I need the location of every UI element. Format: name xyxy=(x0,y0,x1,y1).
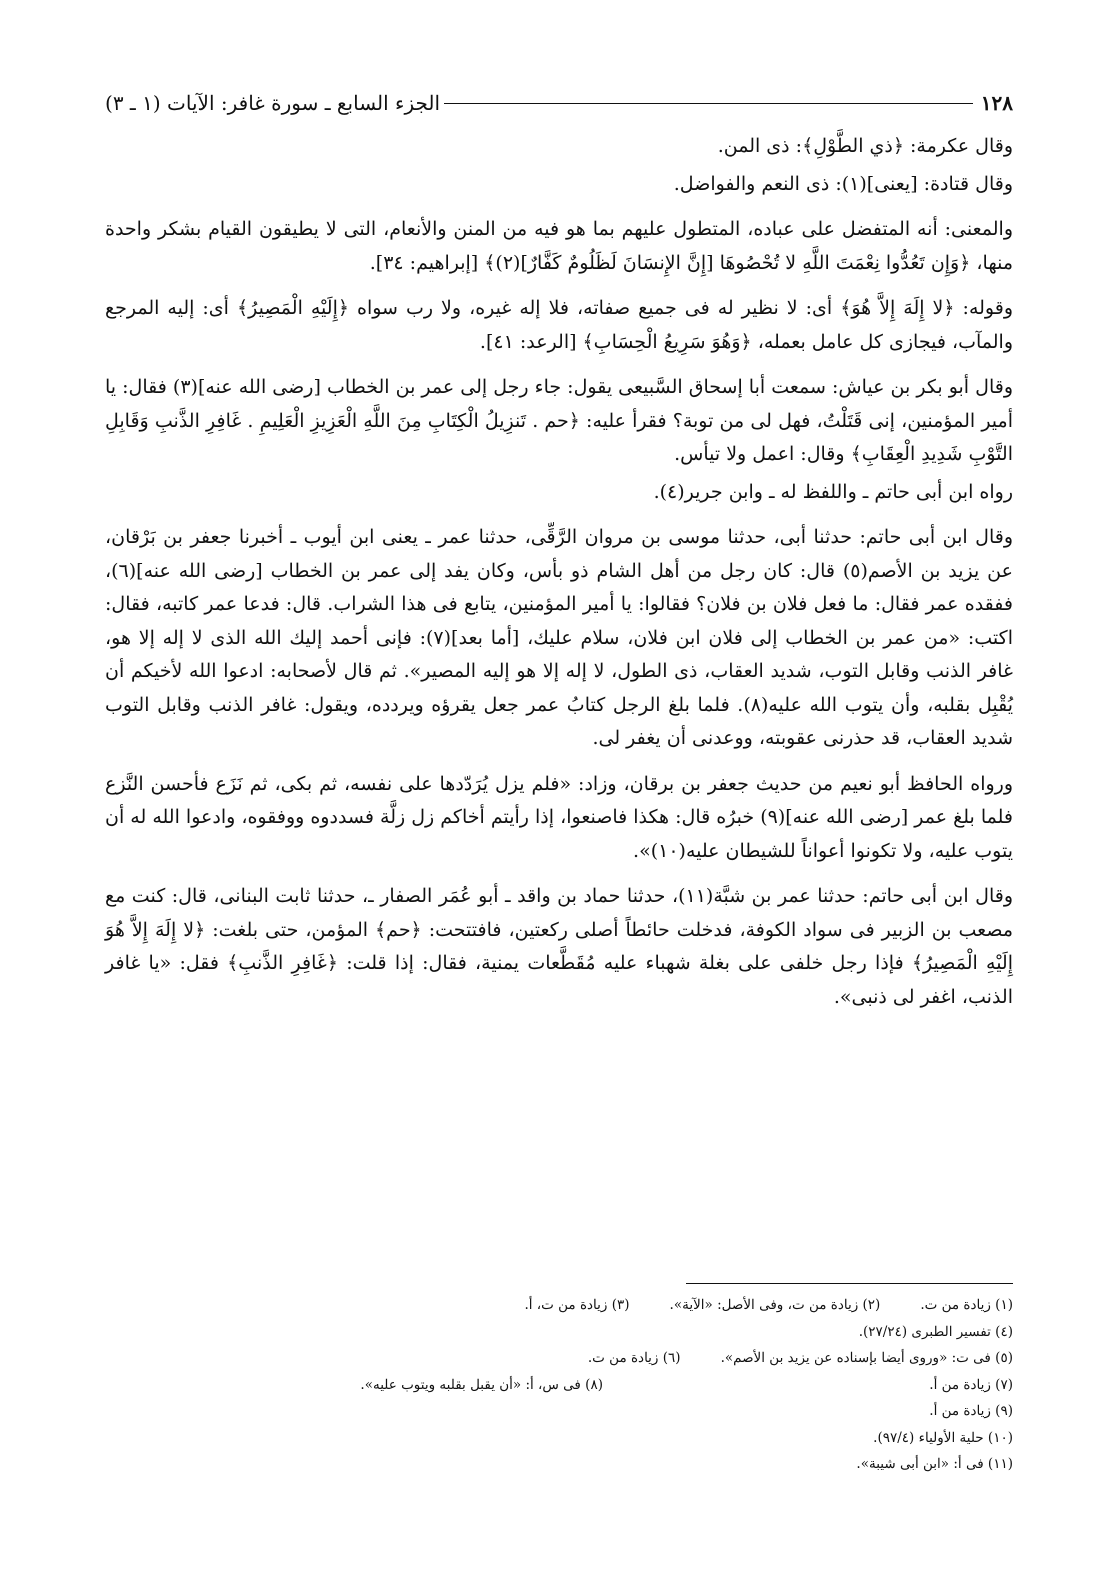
footnote-row xyxy=(105,1345,1013,1372)
footnote-row xyxy=(105,1398,1013,1425)
paragraph: وقال ابن أبى حاتم: حدثنا أبى، حدثنا موسى بن مروان الرَّقِّى، حدثنا عمر ـ يعنى ابن أيوب ـ أخبرنا جعفر بن بَرْقان، عن يزيد بن الأصم(٥) قال: كان رجل من أهل الشام ذو بأس، وكان يفد إلى عمر بن الخطاب [رضى الله عنه](٦)، ففقده عمر فقال: ما فعل فلان بن فلان؟ فقالوا: يا أمير المؤمنين، يتابع فى هذا الشراب. قال: فدعا عمر كاتبه، فقال: اكتب: «من عمر بن الخطاب إلى فلان ابن فلان، سلام عليك، [أما بعد](٧): فإنى أحمد إليك الله الذى لا إله إلا هو، غافر الذنب وقابل التوب، شديد العقاب، ذى الطول، لا إله إلا هو إليه المصير». ثم قال لأصحابه: ادعوا الله لأخيكم أن يُقْبِل بقلبه، وأن يتوب الله عليه(٨). فلما بلغ الرجل كتابُ عمر جعل يقرؤه ويردده، ويقول: غافر الذنب وقابل التوب شديد العقاب، قد حذرنى عقوبته، ووعدنى أن يغفر لى. xyxy=(105,526,1013,749)
footnote-4: (٤) تفسير الطبرى (٢٧/٢٤). xyxy=(858,1323,1013,1340)
footnote-2: (٢) زيادة من ت، وفى الأصل: «الآية». xyxy=(669,1297,881,1313)
paragraph: والمعنى: أنه المتفضل على عباده، المتطول عليهم بما هو فيه من المنن والأنعام، التى لا يطيقون القيام بشكر واحدة منها، ﴿وَإِن تَعُدُّوا نِعْمَتَ اللَّهِ لا تُحْصُوهَا [إِنَّ الإِنسَانَ لَظَلُومٌ كَفَّارٌ](٢)﴾ [إبراهيم: ٣٤]. xyxy=(105,218,1014,274)
paragraph: وقال أبو بكر بن عياش: سمعت أبا إسحاق السَّبيعى يقول: جاء رجل إلى عمر بن الخطاب [رضى الله عنه](٣) فقال: يا أمير المؤمنين، إنى قَتَلْتُ، فهل لى من توبة؟ فقرأ عليه: ﴿حم . تَنزِيلُ الْكِتَابِ مِنَ اللَّهِ الْعَزِيزِ الْعَلِيمِ . غَافِرِ الذَّنبِ وَقَابِلِ التَّوْبِ شَدِيدِ الْعِقَابِ﴾ وقال: اعمل ولا تيأس. xyxy=(105,376,1013,465)
footnote-9: (٩) زيادة من أ. xyxy=(929,1403,1013,1419)
page-number: ١٢٨ xyxy=(980,91,1013,115)
footnote-8: (٨) فى س، أ: «أن يقبل بقلبه ويتوب عليه». xyxy=(360,1376,603,1393)
paragraph: وقال ابن أبى حاتم: حدثنا عمر بن شبَّة(١١)، حدثنا حماد بن واقد ـ أبو عُمَر الصفار ـ، حدثنا ثابت البنانى، قال: كنت مع مصعب بن الزبير فى سواد الكوفة، فدخلت حائطاً أصلى ركعتين، فافتتحت: ﴿حم﴾ المؤمن، حتى بلغت: ﴿لا إِلَهَ إِلاَّ هُوَ إِلَيْهِ الْمَصِيرُ﴾ فإذا رجل خلفى على بغلة شهباء عليه مُقَطَّعات يمنية، فقال: إذا قلت: ﴿غَافِرِ الذَّنبِ﴾ فقل: «يا غافر الذنب، اغفر لى ذنبى». xyxy=(105,885,1013,1008)
footnote-5: (٥) فى ت: «وروى أيضا بإسناده عن يزيد بن الأصم». xyxy=(720,1350,1013,1366)
footnote-11: (١١) فى أ: «ابن أبى شيبة». xyxy=(856,1456,1013,1472)
footnote-3: (٣) زيادة من ت، أ. xyxy=(524,1297,630,1313)
footnote-row xyxy=(105,1372,1013,1399)
paragraph: رواه ابن أبى حاتم ـ واللفظ له ـ وابن جرير(٤). xyxy=(653,480,1013,503)
footnotes xyxy=(105,1283,1013,1478)
footnote-row xyxy=(105,1292,1013,1319)
paragraph: وقوله: ﴿لا إِلَهَ إِلاَّ هُوَ﴾ أى: لا نظير له فى جميع صفاته، فلا إله غيره، ولا رب سواه ﴿إِلَيْهِ الْمَصِيرُ﴾ أى: إليه المرجع والمآب، فيجازى كل عامل بعمله، ﴿وَهُوَ سَرِيعُ الْحِسَابِ﴾ [الرعد: ٤١]. xyxy=(105,297,1013,353)
footnote-row xyxy=(105,1425,1013,1452)
paragraph: وقال عكرمة: ﴿ذي الطَّوْلِ﴾: ذى المن. xyxy=(717,135,1013,157)
footnote-row xyxy=(105,1319,1013,1346)
paragraph: وقال قتادة: [يعنى](١): ذى النعم والفواضل. xyxy=(673,172,1013,195)
header-rule xyxy=(444,103,973,104)
running-header xyxy=(105,86,1013,120)
footnote-7: (٧) زيادة من أ. xyxy=(929,1376,1013,1393)
paragraph: ورواه الحافظ أبو نعيم من حديث جعفر بن برقان، وزاد: «فلم يزل يُرَدّدها على نفسه، ثم بكى، ثم نَزَع فأحسن النَّزع فلما بلغ عمر [رضى الله عنه](٩) خبرُه قال: هكذا فاصنعوا، إذا رأيتم أخاكم زل زلَّة فسددوه ووفقوه، وادعوا الله له أن يتوب عليه، ولا تكونوا أعواناً للشيطان عليه(١٠)». xyxy=(105,772,1013,862)
footnote-rule xyxy=(686,1283,1013,1284)
footnote-10: (١٠) حلية الأولياء (٩٧/٤). xyxy=(873,1429,1013,1446)
running-title: الجزء السابع ـ سورة غافر: الآيات (١ ـ ٣) xyxy=(105,91,441,115)
footnote-6: (٦) زيادة من ت. xyxy=(587,1350,681,1366)
footnote-row xyxy=(105,1451,1013,1478)
main-text xyxy=(105,130,1013,1014)
footnote-1: (١) زيادة من ت. xyxy=(920,1297,1013,1313)
